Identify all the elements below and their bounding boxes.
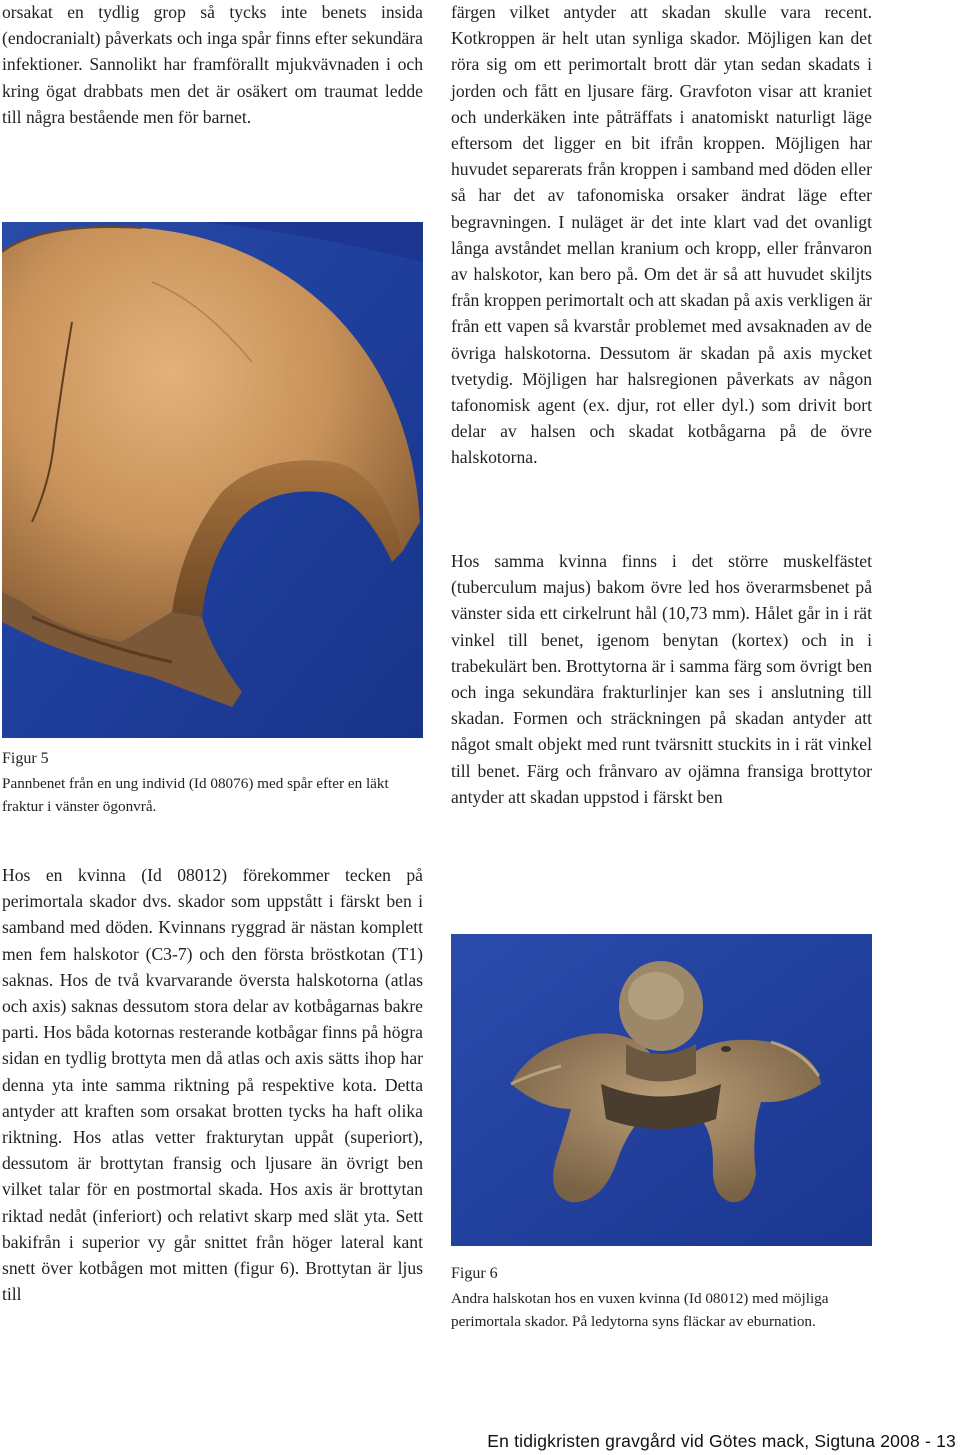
figure6-label: Figur 6 xyxy=(451,1265,498,1282)
left-column-top xyxy=(2,0,423,130)
body-paragraph: orsakat en tydlig grop så tycks inte benets insida (endocranialt) påverkats och inga spår finns efter sekundära infektioner. Sannolikt har framförallt mjukvävnaden i och kring ögat drabbats men det är osäkert om traumat ledde till några bestående men för barnet. xyxy=(2,2,423,127)
figure6-caption-text: Andra halskotan hos en vuxen kvinna (Id 08012) med möjliga perimortala skador. På ledytorna syns fläckar av eburnation. xyxy=(451,1290,829,1330)
right-column-top xyxy=(451,0,872,471)
body-paragraph: Hos samma kvinna finns i det större muskelfästet (tuberculum majus) bakom övre led hos överarmsbenet på vänster sida ett cirkelrunt hål (10,73 mm). Hålet går in i rät vinkel till benet, igenom benytan (kortex) och in i trabekulärt ben. Brottytorna är i samma färg som övrigt ben och inga sekundära frakturlinjer kan ses i anslutning till skadan. Formen och sträckningen på skadan antyder att något smalt objekt med runt tvärsnitt stuckits in i rät vinkel till benet. Färg och frånvaro av ojämna fransiga brottytor antyder att skadan uppstod i färskt ben xyxy=(451,551,872,807)
body-paragraph: färgen vilket antyder att skadan skulle vara recent. Kotkroppen är helt utan synliga skador. Möjligen kan det röra sig om ett perimortalt brott där ytan sedan skadats i jorden och fått en ljusare färg. Gravfoton visar att kraniet och underkäken inte påträffats i anatomiskt naturligt läge eftersom det ligger en bit ifrån kroppen. Möjligen har huvudet separerats från kroppen i samband med döden eller så har det av tafonomiska orsaker ändrat läge efter begravningen. I nuläget är det inte klart vad det ovanligt långa avståndet mellan kranium och kropp, eller frånvaron av halskotor, kan bero på. Om det är så att huvudet skiljts från kroppen perimortalt och att skadan på axis verkligen är från ett vapen så kvarstår problemet med avsaknaden av de övriga halskotorna. Dessutom är skadan på axis mycket tvetydig. Möjligen har halsregionen påverkats av någon tafonomisk agent (ex. djur, rot eller dyl.) som drivit bort delar av halsen och skadat kotbågarna på de övre halskotorna. xyxy=(451,2,872,468)
body-paragraph: Hos en kvinna (Id 08012) förekommer tecken på perimortala skador dvs. skador som uppstått i färskt ben i samband med döden. Kvinnans ryggrad är nästan komplett men fem halskotor (C3-7) och den första bröstkotan (T1) saknas. Hos de två kvarvarande översta halskotorna (atlas och axis) saknas dessutom stora delar av kotbågarnas bakre parti. Hos båda kotornas resterande kotbågar finns på högra sidan en tydlig brottyta men då atlas och axis sätts ihop har denna yta inte samma riktning på respektive kota. Detta antyder att kraften som orsakat brotten tycks ha haft olika riktning. Hos atlas vetter frakturytan uppåt (superiort), dessutom är brottytan fransig och ljusare än övrigt ben vilket talar för en postmortal skada. Hos axis är brottytan riktad nedåt (inferiort) och relativt skarp med slät yta. Sett bakifrån i superior vy går snittet från höger lateral kant snett över kotbågen mot mitten (figur 6). Brottytan är ljus till xyxy=(2,865,423,1305)
left-column-bottom xyxy=(2,862,423,1307)
figure5-caption-text: Pannbenet från en ung individ (Id 08076) med spår efter en läkt fraktur i vänster ögonvrå. xyxy=(2,775,389,815)
page-footer: En tidigkristen gravgård vid Götes mack, Sigtuna 2008 - 13 xyxy=(487,1431,956,1451)
figure6-photo xyxy=(451,934,872,1246)
figure5-caption xyxy=(2,748,423,818)
figure6-caption xyxy=(451,1263,872,1333)
figure5-photo xyxy=(2,222,423,738)
right-column-middle xyxy=(451,548,872,810)
figure5-label: Figur 5 xyxy=(2,750,49,767)
